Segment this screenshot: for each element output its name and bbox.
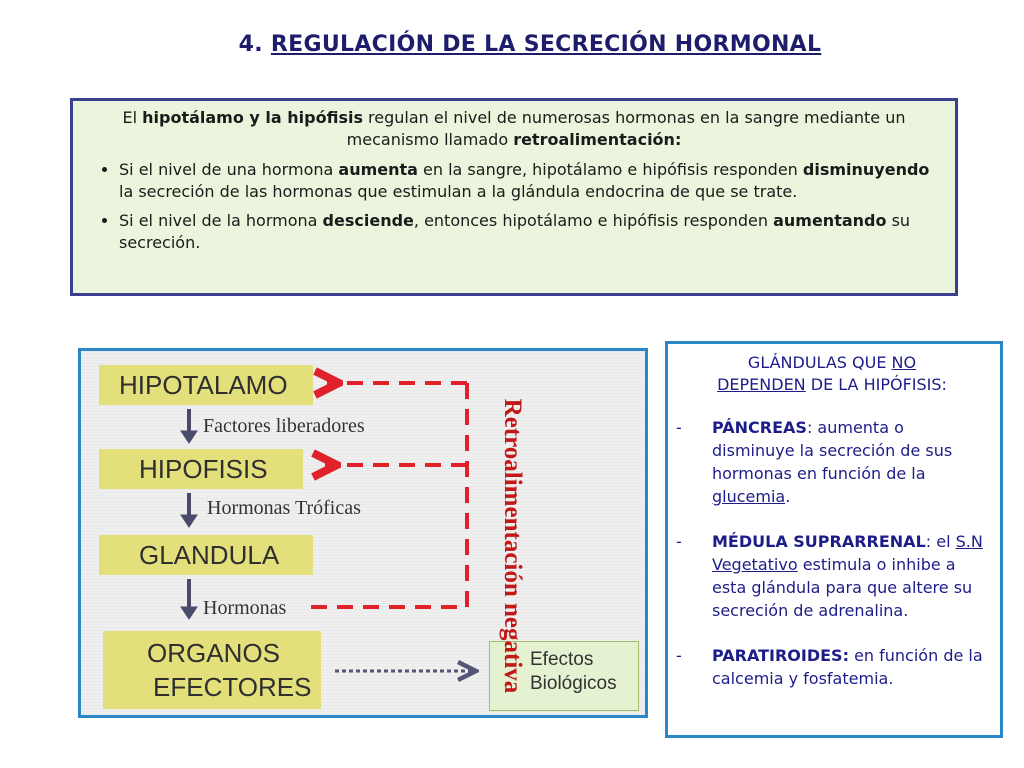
gland-text: en función de la calcemia y fosfatemia. <box>712 646 983 688</box>
bullet-text: , entonces hipotálamo e hipófisis responden <box>413 211 774 230</box>
bullet-item <box>119 210 941 254</box>
intro-bold: retroalimentación: <box>513 130 682 149</box>
bullet-bold: aumentando <box>773 211 887 230</box>
dash-bullet: - <box>676 532 682 551</box>
bullet-text: la secreción de las hormonas que estimulan a la glándula endocrina de que se trate. <box>119 182 798 201</box>
flow-label-hormonas: Hormonas <box>203 597 287 619</box>
box-label: EFECTORES <box>153 672 312 702</box>
bullet-item <box>119 159 941 203</box>
diagram-arrows <box>81 351 645 715</box>
arrow-head-icon <box>181 431 197 443</box>
box-label: HIPOTALAMO <box>119 369 288 400</box>
box-label: ORGANOS <box>147 638 280 668</box>
intro-lead <box>87 107 941 151</box>
dash-bullet: - <box>676 418 682 437</box>
bullet-bold: aumenta <box>338 160 418 179</box>
gland-item-pancreas <box>676 416 988 508</box>
side-heading <box>676 352 988 396</box>
flow-label-factores: Factores liberadores <box>203 415 365 437</box>
gland-underline: glucemia <box>712 487 786 506</box>
intro-box <box>70 98 958 296</box>
heading-text: GLÁNDULAS QUE <box>747 353 892 372</box>
bullet-bold: desciende <box>322 211 414 230</box>
bullet-bold: disminuyendo <box>802 160 930 179</box>
gland-name: PÁNCREAS <box>712 418 807 437</box>
intro-bold: hipotálamo y la hipófisis <box>142 108 363 127</box>
gland-item-paratiroides <box>676 644 988 690</box>
gland-name: PARATIROIDES: <box>712 646 849 665</box>
gland-name: MÉDULA SUPRARRENAL <box>712 532 926 551</box>
intro-text: regulan el nivel de numerosas hormonas en la sangre mediante un mecanismo llamado <box>346 108 906 149</box>
page-title <box>0 32 1024 57</box>
gland-item-medula <box>676 530 988 622</box>
bullet-text: Si el nivel de la hormona <box>119 211 323 230</box>
feedback-line <box>311 383 467 607</box>
heading-text: DE LA HIPÓFISIS: <box>805 375 947 394</box>
feedback-diagram <box>78 348 648 718</box>
effects-label: Efectos <box>530 649 594 670</box>
feedback-label: Retroalimentación negativa <box>499 398 526 694</box>
dash-bullet: - <box>676 646 682 665</box>
effects-label: Biológicos <box>530 673 617 694</box>
down-arrows <box>181 409 197 619</box>
gland-underline: S.N Vegetativo <box>712 532 983 574</box>
box-label: GLANDULA <box>139 539 280 570</box>
feedback-loop <box>311 383 467 607</box>
arrow-head-icon <box>181 515 197 527</box>
bullet-text: en la sangre, hipotálamo e hipófisis responden <box>417 160 803 179</box>
flow-label-troficas: Hormonas Tróficas <box>207 497 361 519</box>
gland-text: : aumenta o disminuye la secreción de sus hormonas en función de la <box>712 418 953 483</box>
independent-glands-box <box>665 341 1003 738</box>
intro-bullets <box>87 159 941 254</box>
intro-text: El <box>122 108 143 127</box>
box-label: HIPOFISIS <box>139 453 268 484</box>
gland-text: . <box>785 487 791 506</box>
title-number: 4. <box>238 32 263 57</box>
heading-underline: DEPENDEN <box>717 375 806 394</box>
arrow-head-icon <box>181 607 197 619</box>
title-text: REGULACIÓN DE LA SECRECIÓN HORMONAL <box>270 32 822 57</box>
gland-text: estimula o inhibe a esta glándula para que altere su secreción de adrenalina. <box>712 555 973 620</box>
gland-text: : el <box>925 532 956 551</box>
heading-underline: NO <box>891 353 917 372</box>
bullet-text: su secreción. <box>119 211 911 252</box>
bullet-text: Si el nivel de una hormona <box>119 160 339 179</box>
